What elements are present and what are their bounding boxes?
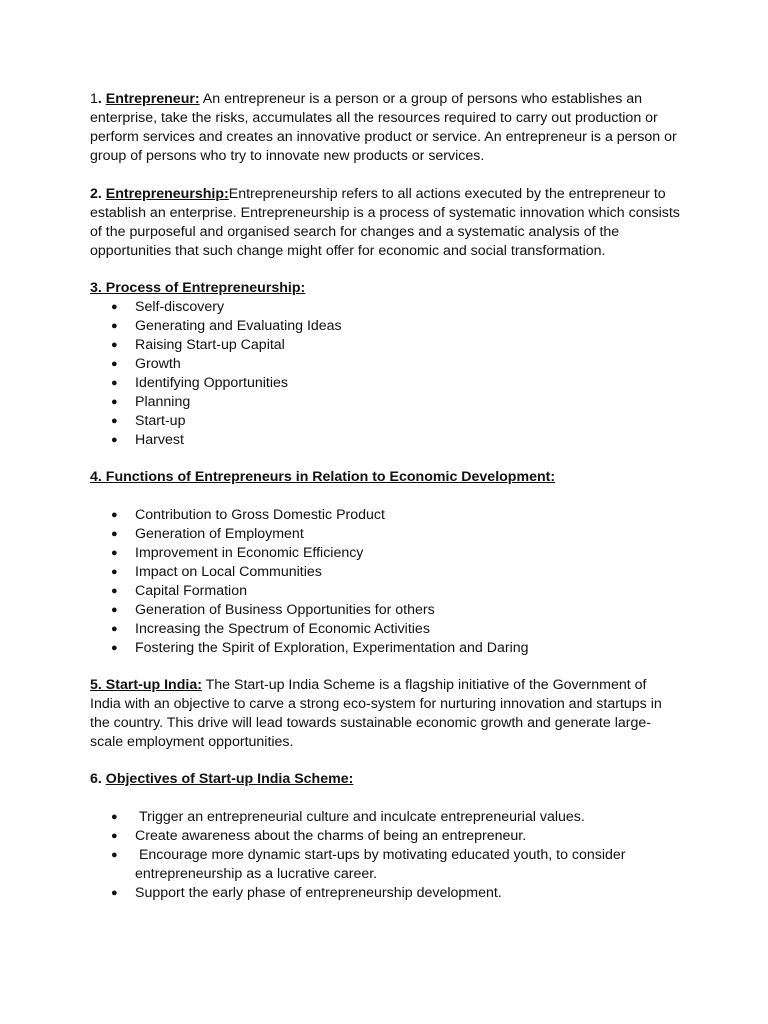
- list-item: [90, 525, 680, 544]
- list-item: [90, 298, 680, 317]
- list-item-text: Fostering the Spirit of Exploration, Experimentation and Daring: [135, 640, 529, 656]
- list-item-text: Encourage more dynamic start-ups by motivating educated youth, to consider entrepreneurship as a lucrative career.: [135, 847, 630, 882]
- list-item: [90, 563, 680, 582]
- section-heading: 3. Process of Entrepreneurship:: [90, 280, 306, 296]
- section-text: Entrepreneurship refers to all actions executed by the entrepreneur to establish an enterprise. Entrepreneurship is a process of systematic innovation which consists of the purposeful and organised search for changes and a systematic analysis of the opportunities that such change might offer for economic and social transformation.: [90, 186, 680, 259]
- list-item-text: Contribution to Gross Domestic Product: [135, 507, 385, 523]
- list-item: [90, 506, 680, 525]
- list-item: [90, 412, 680, 431]
- list-item-text: Capital Formation: [135, 583, 247, 599]
- list-item: [90, 884, 680, 903]
- bullet-icon: ●: [111, 377, 118, 389]
- bullet-icon: ●: [111, 339, 118, 351]
- list-item-text: Trigger an entrepreneurial culture and inculcate entrepreneurial values.: [135, 809, 585, 825]
- section-heading: 4. Functions of Entrepreneurs in Relation to Economic Development:: [90, 469, 556, 485]
- bullet-icon: ●: [111, 623, 118, 635]
- bullet-icon: ●: [111, 320, 118, 332]
- list-item: [90, 431, 680, 450]
- list-item: [90, 639, 680, 658]
- bullet-icon: ●: [111, 642, 118, 654]
- bullet-icon: ●: [111, 301, 118, 313]
- bullet-icon: ●: [111, 396, 118, 408]
- section-heading: Entrepreneur:: [105, 91, 200, 107]
- list-item: [90, 336, 680, 355]
- entrepreneurship-paragraph: [90, 185, 680, 261]
- section-heading: Objectives of Start-up India Scheme:: [105, 771, 354, 787]
- bullet-icon: ●: [111, 604, 118, 616]
- list-item: [90, 582, 680, 601]
- bullet-icon: ●: [111, 358, 118, 370]
- bullet-icon: ●: [111, 547, 118, 559]
- list-item: [90, 827, 680, 846]
- section-entrepreneurship: [90, 185, 680, 261]
- functions-list: [90, 506, 680, 658]
- section-text: An entrepreneur is a person or a group of persons who establishes an enterprise, take the risks, accumulates all the resources required to carry out production or perform services and creates an innovative product or service. An entrepreneur is a person or group of persons who try to innovate new products or services.: [90, 91, 677, 164]
- list-item-text: Create awareness about the charms of being an entrepreneur.: [135, 828, 527, 844]
- list-item: [90, 355, 680, 374]
- section-number: 6.: [90, 771, 106, 787]
- list-item-text: Start-up: [135, 413, 186, 429]
- section-heading: Entrepreneurship:: [105, 186, 229, 202]
- list-item-text: Generating and Evaluating Ideas: [135, 318, 342, 334]
- list-item-text: Raising Start-up Capital: [135, 337, 285, 353]
- list-item: [90, 393, 680, 412]
- list-item: [90, 846, 680, 884]
- section-objectives: [90, 770, 680, 903]
- list-item: [90, 620, 680, 639]
- list-item: [90, 808, 680, 827]
- process-heading-line: [90, 279, 680, 298]
- section-number-dot: .: [97, 91, 102, 107]
- list-item-text: Generation of Employment: [135, 526, 304, 542]
- section-startup-india: [90, 676, 680, 752]
- objectives-heading-line: [90, 770, 680, 789]
- list-item-text: Self-discovery: [135, 299, 225, 315]
- list-item-text: Impact on Local Communities: [135, 564, 322, 580]
- bullet-icon: ●: [111, 887, 118, 899]
- entrepreneur-paragraph: [90, 90, 680, 166]
- functions-heading-line: [90, 468, 680, 487]
- bullet-icon: ●: [111, 434, 118, 446]
- section-functions: [90, 468, 680, 658]
- list-item-text: Growth: [135, 356, 181, 372]
- list-item: [90, 601, 680, 620]
- section-entrepreneur: [90, 90, 680, 166]
- bullet-icon: ●: [111, 830, 118, 842]
- bullet-icon: ●: [111, 849, 118, 861]
- list-item-text: Identifying Opportunities: [135, 375, 289, 391]
- section-heading: 5. Start-up India:: [90, 677, 202, 693]
- list-item-text: Planning: [135, 394, 191, 410]
- section-text: The Start-up India Scheme is a flagship initiative of the Government of India with an objective to carve a strong eco-system for nurturing innovation and startups in the country. This drive will lead towards sustainable economic growth and generate large-scale employment opportunities.: [90, 677, 662, 750]
- list-item: [90, 317, 680, 336]
- list-item-text: Generation of Business Opportunities for others: [135, 602, 435, 618]
- list-item-text: Increasing the Spectrum of Economic Activities: [135, 621, 430, 637]
- bullet-icon: ●: [111, 509, 118, 521]
- section-process: [90, 279, 680, 450]
- bullet-icon: ●: [111, 415, 118, 427]
- section-number: 1: [90, 91, 98, 107]
- list-item-text: Improvement in Economic Efficiency: [135, 545, 364, 561]
- objectives-list: [90, 808, 680, 903]
- list-item: [90, 544, 680, 563]
- bullet-icon: ●: [111, 811, 118, 823]
- list-item: [90, 374, 680, 393]
- process-list: [90, 298, 680, 450]
- list-item-text: Support the early phase of entrepreneurship development.: [135, 885, 502, 901]
- bullet-icon: ●: [111, 585, 118, 597]
- section-number: 2.: [90, 186, 106, 202]
- startup-india-paragraph: [90, 676, 680, 752]
- bullet-icon: ●: [111, 528, 118, 540]
- bullet-icon: ●: [111, 566, 118, 578]
- list-item-text: Harvest: [135, 432, 184, 448]
